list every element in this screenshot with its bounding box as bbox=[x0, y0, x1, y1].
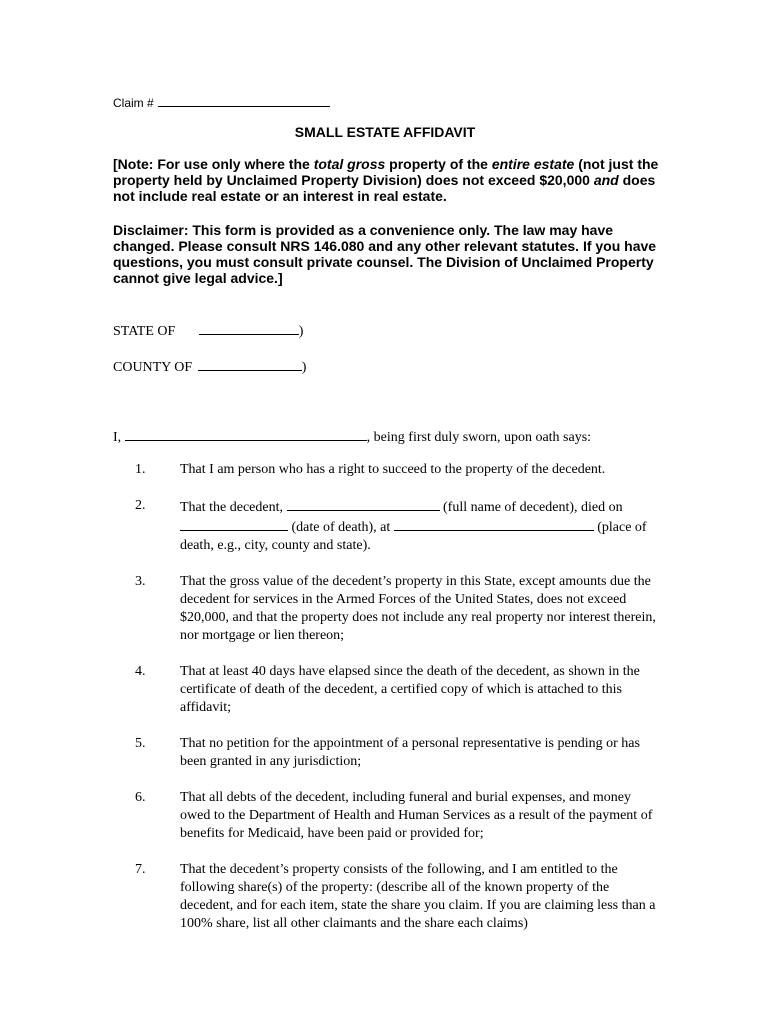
item-text-3: (date of death), at bbox=[288, 520, 394, 535]
affiant-name-field[interactable] bbox=[125, 427, 367, 441]
county-label: COUNTY OF bbox=[113, 360, 193, 375]
note-total-gross: total gross bbox=[313, 156, 386, 172]
item-number: 6. bbox=[135, 790, 146, 805]
note-and: and bbox=[593, 172, 619, 188]
county-field[interactable] bbox=[198, 358, 302, 371]
affidavit-item bbox=[113, 789, 658, 843]
item-number: 2. bbox=[135, 498, 146, 513]
item-text-2: (full name of decedent), died on bbox=[439, 500, 623, 515]
state-of-line bbox=[113, 322, 303, 340]
claim-number-line bbox=[113, 94, 330, 110]
item-number: 7. bbox=[135, 862, 146, 877]
affidavit-item bbox=[113, 461, 658, 479]
decedent-name-field[interactable] bbox=[287, 497, 440, 511]
state-label: STATE OF bbox=[113, 324, 176, 339]
item-text: That at least 40 days have elapsed since the death of the decedent, as shown in the certificate of death of the decedent, a certified copy of which is attached to this affidavit; bbox=[180, 664, 640, 715]
item-number: 5. bbox=[135, 736, 146, 751]
item-text: That all debts of the decedent, including funeral and burial expenses, and money owed to the Department of Health and Human Services as a result of the payment of benefits for Medicaid, have been paid or provided for; bbox=[180, 790, 653, 841]
state-field[interactable] bbox=[199, 322, 299, 335]
county-of-line bbox=[113, 358, 306, 376]
note-entire-estate: entire estate bbox=[491, 156, 575, 172]
affidavit-items bbox=[113, 461, 658, 951]
state-close-paren: ) bbox=[298, 324, 304, 339]
item-text: That the decedent’s property consists of the following, and I am entitled to the following share(s) of the property: (describe all of the known property of the decedent, and for each item, state the share you claim. If you are claiming less than a 100% share, list all other claimants and the share each claims) bbox=[180, 862, 656, 931]
affidavit-item bbox=[113, 497, 658, 555]
affidavit-item bbox=[113, 861, 658, 933]
county-close-paren: ) bbox=[301, 360, 307, 375]
item-number: 3. bbox=[135, 574, 146, 589]
claim-number-field[interactable] bbox=[158, 94, 330, 107]
item-text: That I am person who has a right to succeed to the property of the decedent. bbox=[180, 462, 606, 477]
affiant-intro bbox=[113, 427, 673, 446]
intro-prefix: I, bbox=[113, 430, 125, 445]
affidavit-item bbox=[113, 663, 658, 717]
item-number: 1. bbox=[135, 462, 146, 477]
note-paragraph bbox=[113, 156, 661, 204]
item-text-4: (place of death, e.g., city, county and state). bbox=[180, 520, 647, 553]
intro-suffix: , being first duly sworn, upon oath says: bbox=[366, 430, 592, 445]
date-of-death-field[interactable] bbox=[180, 517, 288, 531]
note-text-4: does not include real estate or an interest in real estate. bbox=[113, 172, 656, 204]
affidavit-item bbox=[113, 573, 658, 645]
claim-label: Claim # bbox=[113, 96, 154, 110]
item-number: 4. bbox=[135, 664, 146, 679]
document-title: SMALL ESTATE AFFIDAVIT bbox=[294, 124, 476, 140]
item-text-1: That the decedent, bbox=[180, 500, 287, 515]
note-text-1: [Note: For use only where the bbox=[113, 156, 314, 172]
note-text-2: property of the bbox=[385, 156, 492, 172]
disclaimer-paragraph: Disclaimer: This form is provided as a convenience only. The law may have changed. Please consult NRS 146.080 and any other relevant statutes. If you have questions, you must consult private counsel. The Division of Unclaimed Property cannot give legal advice.] bbox=[113, 222, 657, 286]
note-text-3: (not just the property held by Unclaimed Property Division) does not exceed $20,000 bbox=[113, 156, 659, 188]
affidavit-item bbox=[113, 735, 658, 771]
item-text: That no petition for the appointment of a personal representative is pending or has been granted in any jurisdiction; bbox=[180, 736, 640, 769]
item-text: That the gross value of the decedent’s property in this State, except amounts due the decedent for services in the Armed Forces of the United States, does not exceed $20,000, and that the property does not include any real property nor interest therein, nor mortgage or lien thereon; bbox=[180, 574, 656, 643]
place-of-death-field[interactable] bbox=[394, 517, 594, 531]
